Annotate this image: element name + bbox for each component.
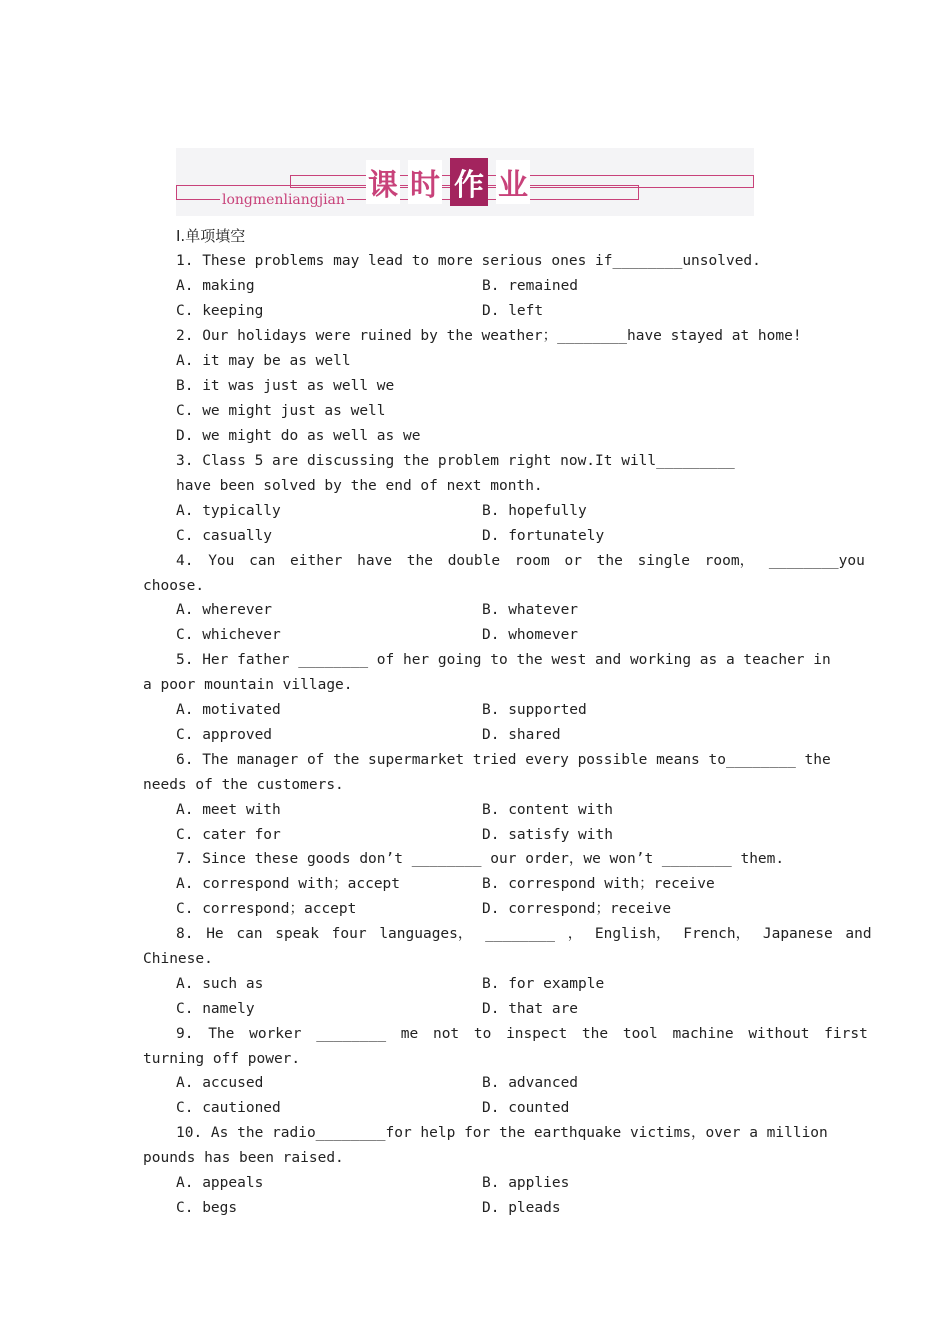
question-8-stem-line-1: 8. He can speak four languages， ________ ， English， French， Japanese and (176, 926, 872, 942)
question-3-option-c: C. casually (176, 528, 273, 544)
question-9-stem-line-1: 9. The worker ________ me not to inspect the tool machine without first (176, 1026, 868, 1042)
header-banner (176, 148, 754, 216)
question-1-stem: 1. These problems may lead to more serious ones if________unsolved. (176, 253, 761, 269)
title-char-4: 业 (496, 160, 530, 204)
question-7-option-a: A. correspond with；accept (176, 876, 401, 892)
question-8-option-b: B. for example (482, 976, 605, 992)
question-3-option-d: D. fortunately (482, 528, 605, 544)
question-9-option-d: D. counted (482, 1100, 570, 1116)
question-4-option-a: A. wherever (176, 602, 273, 618)
question-10-stem-line-1: 10. As the radio________for help for the earthquake victims，over a million (176, 1125, 828, 1141)
question-4-stem-line-1: 4. You can either have the double room or the single room， ________you (176, 553, 865, 569)
question-4-option-b: B. whatever (482, 602, 579, 618)
question-2-option-a: A. it may be as well (176, 353, 351, 369)
question-10-stem-line-2: pounds has been raised. (143, 1150, 344, 1166)
question-10-option-a: A. appeals (176, 1175, 264, 1191)
question-5-option-c: C. approved (176, 727, 273, 743)
question-5-stem-line-2: a poor mountain village. (143, 677, 353, 693)
question-6-option-b: B. content with (482, 802, 613, 818)
question-7-option-c: C. correspond；accept (176, 901, 357, 917)
question-3-stem-line-2: have been solved by the end of next month. (176, 478, 543, 494)
question-5-stem-line-1: 5. Her father ________ of her going to the west and working as a teacher in (176, 652, 831, 668)
question-2-option-b: B. it was just as well we (176, 378, 395, 394)
question-1-option-a: A. making (176, 278, 255, 294)
banner-title (366, 160, 530, 204)
question-10-option-c: C. begs (176, 1200, 238, 1216)
question-10-option-b: B. applies (482, 1175, 570, 1191)
question-8-option-d: D. that are (482, 1001, 579, 1017)
question-6-option-c: C. cater for (176, 827, 281, 843)
question-1-option-c: C. keeping (176, 303, 264, 319)
title-char-1: 课 (366, 160, 400, 204)
question-6-option-d: D. satisfy with (482, 827, 613, 843)
question-5-option-d: D. shared (482, 727, 561, 743)
title-char-3-highlighted: 作 (450, 158, 488, 206)
question-3-stem-line-1: 3. Class 5 are discussing the problem right now.It will_________ (176, 453, 735, 469)
question-2-option-d: D. we might do as well as we (176, 428, 421, 444)
question-7-option-d: D. correspond；receive (482, 901, 672, 917)
question-9-option-b: B. advanced (482, 1075, 579, 1091)
question-4-option-d: D. whomever (482, 627, 579, 643)
question-5-option-b: B. supported (482, 702, 587, 718)
question-10-option-d: D. pleads (482, 1200, 561, 1216)
question-6-stem-line-2: needs of the customers. (143, 777, 344, 793)
question-8-stem-line-2: Chinese. (143, 951, 213, 967)
question-3-option-b: B. hopefully (482, 503, 587, 519)
question-4-option-c: C. whichever (176, 627, 281, 643)
question-9-option-c: C. cautioned (176, 1100, 281, 1116)
question-1-option-b: B. remained (482, 278, 579, 294)
question-9-option-a: A. accused (176, 1075, 264, 1091)
question-6-option-a: A. meet with (176, 802, 281, 818)
question-2-option-c: C. we might just as well (176, 403, 386, 419)
section-title: Ⅰ.单项填空 (176, 227, 246, 245)
question-8-option-c: C. namely (176, 1001, 255, 1017)
question-9-stem-line-2: turning off power. (143, 1051, 301, 1067)
question-8-option-a: A. such as (176, 976, 264, 992)
question-2-stem: 2. Our holidays were ruined by the weather；________have stayed at home! (176, 328, 802, 344)
question-3-option-a: A. typically (176, 503, 281, 519)
question-6-stem-line-1: 6. The manager of the supermarket tried every possible means to________ the (176, 752, 831, 768)
question-4-stem-line-2: choose. (143, 578, 205, 594)
question-7-option-b: B. correspond with；receive (482, 876, 715, 892)
title-char-2: 时 (408, 160, 442, 204)
banner-subtitle: longmenliangjian (222, 192, 345, 208)
question-5-option-a: A. motivated (176, 702, 281, 718)
question-1-option-d: D. left (482, 303, 544, 319)
question-7-stem: 7. Since these goods don’t ________ our order，we won’t ________ them. (176, 851, 785, 867)
